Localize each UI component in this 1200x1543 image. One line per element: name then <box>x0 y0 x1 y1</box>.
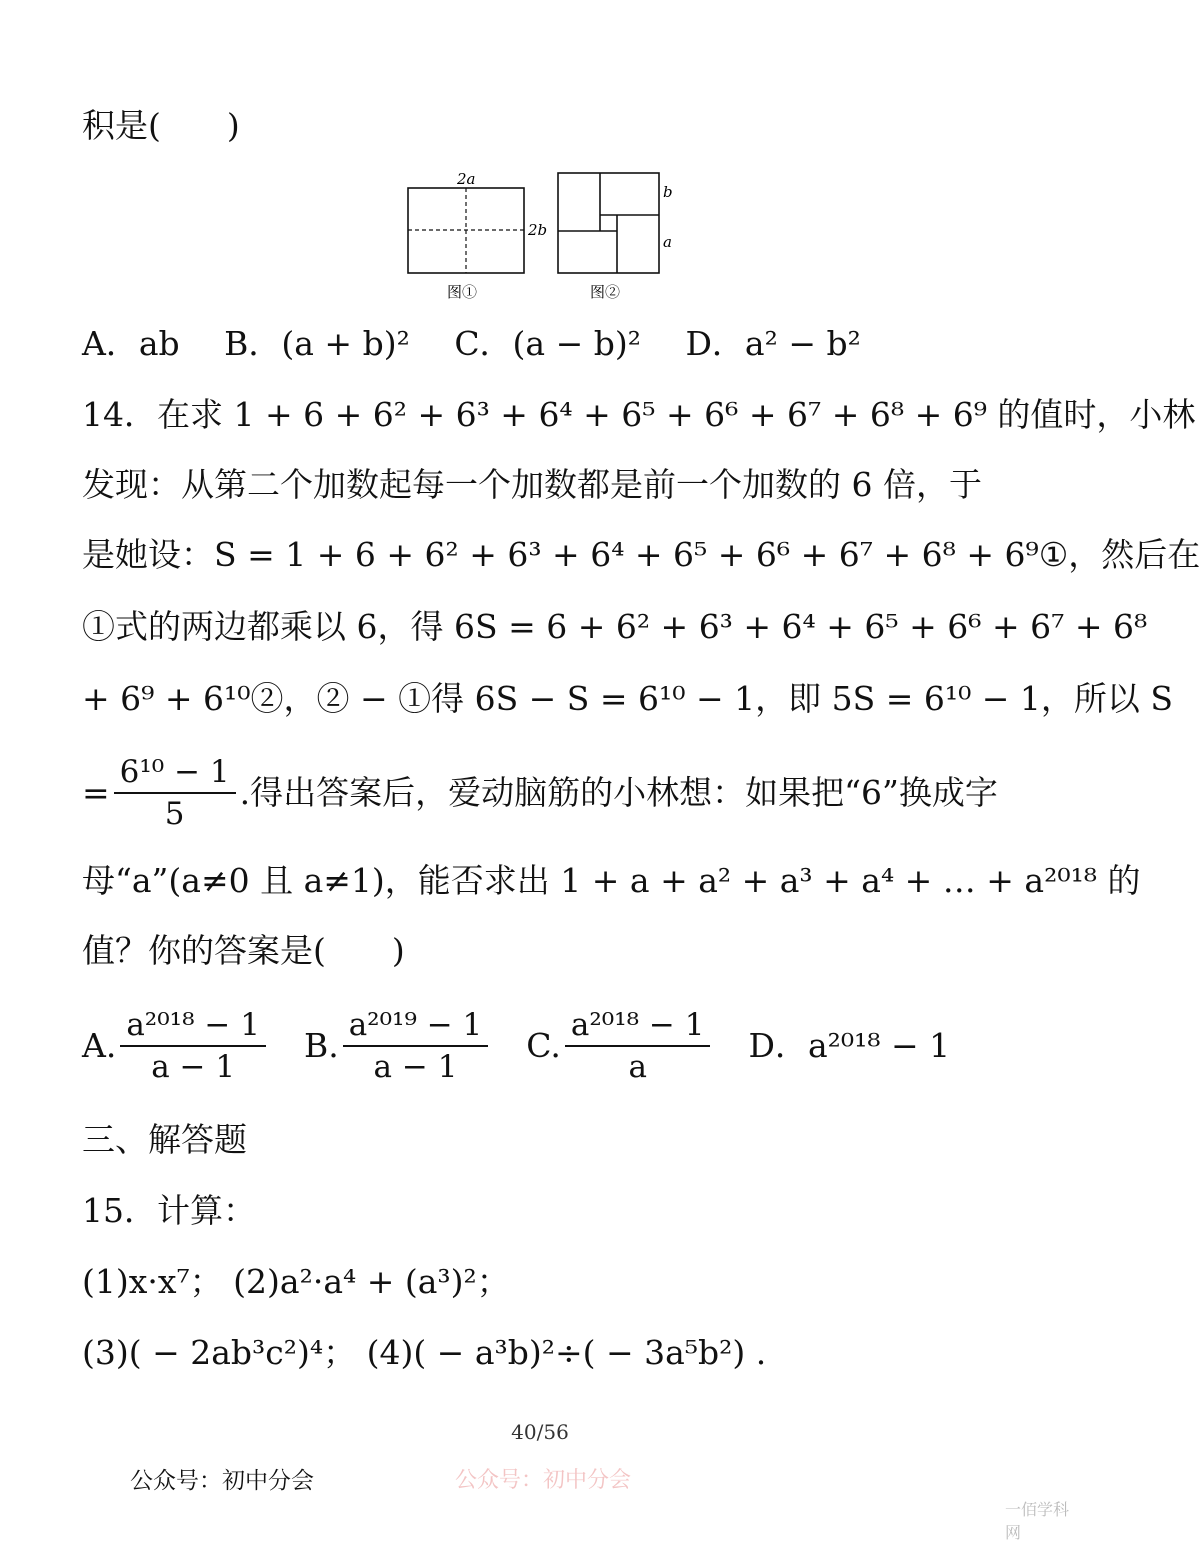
q14-option-c-numerator: a²⁰¹⁸ − 1 <box>565 1007 711 1047</box>
q13-options <box>82 324 895 364</box>
q14-line-5: + 6⁹ + 6¹⁰②，② − ①得 6S − S = 6¹⁰ − 1，即 5S = 6¹⁰ − 1，所以 S <box>82 679 1174 718</box>
footer-account: 公众号：初中分会 <box>130 1468 314 1494</box>
corner-watermark: 一佰学科网 <box>1005 1500 1070 1542</box>
q14-frac-numerator: 6¹⁰ − 1 <box>114 754 236 794</box>
fig1-caption: 图① <box>447 283 478 301</box>
q14-frac-suffix: .得出答案后，爱动脑筋的小林想：如果把“6”换成字 <box>239 773 998 812</box>
q13-tail: 积是( ) <box>82 106 240 145</box>
q14-option-b <box>304 1007 492 1085</box>
q13-option-d: D．a² − b² <box>685 324 861 363</box>
q14-option-c <box>526 1007 714 1085</box>
fig1-top-label: 2a <box>457 170 476 188</box>
section-title: 三、解答题 <box>82 1120 247 1159</box>
q14-option-a <box>82 1007 270 1085</box>
q14-line-6 <box>82 752 998 834</box>
q14-fraction <box>114 754 236 832</box>
q14-option-c-fraction <box>565 1007 711 1085</box>
footer-watermark: 公众号：初中分会 <box>455 1468 632 1493</box>
q14-option-b-label: B. <box>303 1026 339 1065</box>
q14-line-1: 14．在求 1 + 6 + 6² + 6³ + 6⁴ + 6⁵ + 6⁶ + 6⁷ + 6⁸ + 6⁹ 的值时，小林 <box>82 395 1196 434</box>
q14-option-b-numerator: a²⁰¹⁹ − 1 <box>343 1007 489 1047</box>
q14-option-a-fraction <box>120 1007 266 1085</box>
fig2-label-a: a <box>663 233 672 251</box>
q14-option-b-denominator: a − 1 <box>373 1049 458 1085</box>
q14-option-a-numerator: a²⁰¹⁸ − 1 <box>120 1007 266 1047</box>
q14-line-3: 是她设：S = 1 + 6 + 6² + 6³ + 6⁴ + 6⁵ + 6⁶ + 6⁷ + 6⁸ + 6⁹①，然后在 <box>82 535 1200 574</box>
q13-option-a: A．ab <box>82 324 180 363</box>
q14-option-d: D．a²⁰¹⁸ − 1 <box>748 1026 951 1065</box>
q15-line-1: (1)x·x⁷； (2)a²·a⁴ + (a³)²； <box>82 1262 510 1301</box>
q14-option-b-fraction <box>343 1007 489 1085</box>
q14-option-c-label: C. <box>526 1026 561 1065</box>
q14-option-a-denominator: a − 1 <box>151 1049 236 1085</box>
q13-option-c: C．(a − b)² <box>454 324 641 363</box>
q14-frac-denominator: 5 <box>164 796 185 832</box>
q14-option-c-denominator: a <box>628 1049 647 1085</box>
fig2-label-b: b <box>663 183 673 201</box>
fig1-side-label: 2b <box>528 221 548 239</box>
q14-option-a-label: A. <box>82 1026 117 1065</box>
q13-option-b: B．(a + b)² <box>224 324 410 363</box>
q15-title: 15．计算： <box>82 1191 256 1230</box>
q13-figures <box>395 165 695 305</box>
q14-line-7: 母“a”(a≠0 且 a≠1)，能否求出 1 + a + a² + a³ + a⁴ + … + a²⁰¹⁸ 的 <box>82 861 1141 900</box>
q14-line-4: ①式的两边都乘以 6，得 6S = 6 + 6² + 6³ + 6⁴ + 6⁵ + 6⁶ + 6⁷ + 6⁸ <box>82 607 1148 646</box>
page-number: 40/56 <box>511 1420 569 1444</box>
q14-frac-prefix: = <box>82 773 110 812</box>
q14-line-8: 值？你的答案是( ) <box>82 931 405 970</box>
fig2-caption: 图② <box>590 283 621 301</box>
q14-options <box>82 1004 984 1088</box>
q15-line-2: (3)( − 2ab³c²)⁴； (4)( − a³b)²÷( − 3a⁵b²) . <box>82 1333 767 1372</box>
q14-line-2: 发现：从第二个加数起每一个加数都是前一个加数的 6 倍，于 <box>82 465 982 504</box>
fig2-square <box>558 173 659 273</box>
